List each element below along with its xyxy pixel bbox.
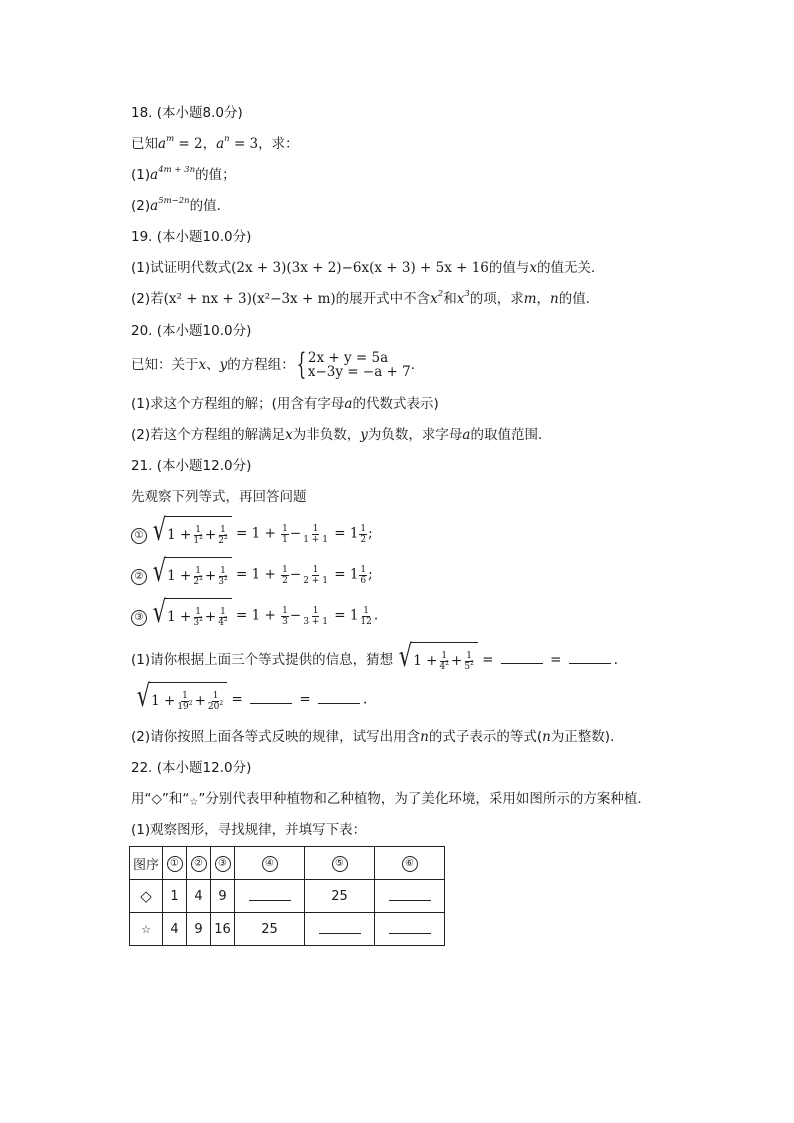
star-icon: ☆: [130, 913, 163, 946]
star-icon: ☆: [189, 797, 199, 808]
q22-table: [129, 846, 445, 946]
q21-eq1: ① √ 1 + $\frac{1}{1^2}$ + $\frac{1}{2^2}$ = 1 + $\frac{1}{1}$ − $\frac{1}{1 + 1}$ = 1 $\frac{1}{2}$ ;: [131, 516, 373, 552]
table-row: 图序 ① ② ③ ④ ⑤ ⑥: [130, 847, 445, 880]
q19-header: 19. (本小题10.0分): [131, 229, 252, 245]
q20-part2: (2)若这个方程组的解满足x为非负数，y为负数，求字母a的取值范围．: [131, 427, 552, 443]
q21-eq3: ③ √ 1 + $\frac{1}{3^2}$ + $\frac{1}{4^2}$ = 1 + $\frac{1}{3}$ − $\frac{1}{3 + 1}$ = 1 $\frac{1}{12}$ .: [131, 598, 378, 634]
q19-part2: (2)若(x² + nx + 3)(x²−3x + m)的展开式中不含$x^2$和$x^3$的项，求m，n的值．: [131, 289, 600, 307]
q19-part1: (1)试证明代数式(2x + 3)(3x + 2)−6x(x + 3) + 5x + 16的值与x的值无关．: [131, 260, 605, 276]
q21-blank-1[interactable]: [501, 650, 543, 664]
q21-part1-line2: √ 1 + $\frac{1}{19^2}$ + $\frac{1}{20^2}$ = = .: [131, 682, 367, 718]
q18-condition: 已知$a^m = 2$，$a^n = 3$，求：: [131, 134, 299, 152]
table-blank[interactable]: [375, 880, 445, 913]
table-row: ☆ 4 9 16 25: [130, 913, 445, 946]
q20-eq2: x−3y = −a + 7: [307, 364, 411, 380]
q18-header: 18. (本小题8.0分): [131, 105, 243, 121]
q20-eq1: 2x + y = 5a: [307, 350, 389, 366]
q18-part1: $(1)a^{4m + 3n}$的值；: [131, 165, 236, 183]
q21-eq2: ② √ 1 + $\frac{1}{2^2}$ + $\frac{1}{3^2}$ = 1 + $\frac{1}{2}$ − $\frac{1}{2 + 1}$ = 1 $\frac{1}{6}$ ;: [131, 557, 373, 593]
q21-header: 21. (本小题12.0分): [131, 458, 252, 474]
table-blank[interactable]: [305, 913, 375, 946]
table-blank[interactable]: [375, 913, 445, 946]
q21-intro: 先观察下列等式，再回答问题: [131, 489, 307, 505]
q21-blank-2[interactable]: [569, 650, 611, 664]
q21-part2: (2)请你按照上面各等式反映的规律，试写出用含n的式子表示的等式(n为正整数)．: [131, 729, 624, 745]
diamond-icon: ◇: [130, 880, 163, 913]
q18-part2: $(2)a^{5m-2n}$的值．: [131, 196, 231, 214]
q22-intro: 用“◇”和“☆”分别代表甲种植物和乙种植物，为了美化环境，采用如图所示的方案种植．: [131, 791, 651, 808]
q20-condition: 已知：关于x、y的方程组：{ 2x + y = 5a x−3y = −a + 7 ．: [131, 347, 425, 382]
q21-blank-3[interactable]: [250, 690, 292, 704]
table-row: ◇ 1 4 9 25: [130, 880, 445, 913]
table-blank[interactable]: [235, 880, 305, 913]
q22-part1: (1)观察图形，寻找规律，并填写下表：: [131, 822, 367, 838]
q20-header: 20. (本小题10.0分): [131, 323, 252, 339]
q20-part1: (1)求这个方程组的解；(用含有字母a的代数式表示): [131, 396, 439, 412]
q21-part1: (1)请你根据上面三个等式提供的信息，猜想 √ 1 + $\frac{1}{4^2}$ + $\frac{1}{5^2}$ = = ．: [131, 642, 627, 678]
q21-blank-4[interactable]: [318, 690, 360, 704]
q22-header: 22. (本小题12.0分): [131, 760, 252, 776]
